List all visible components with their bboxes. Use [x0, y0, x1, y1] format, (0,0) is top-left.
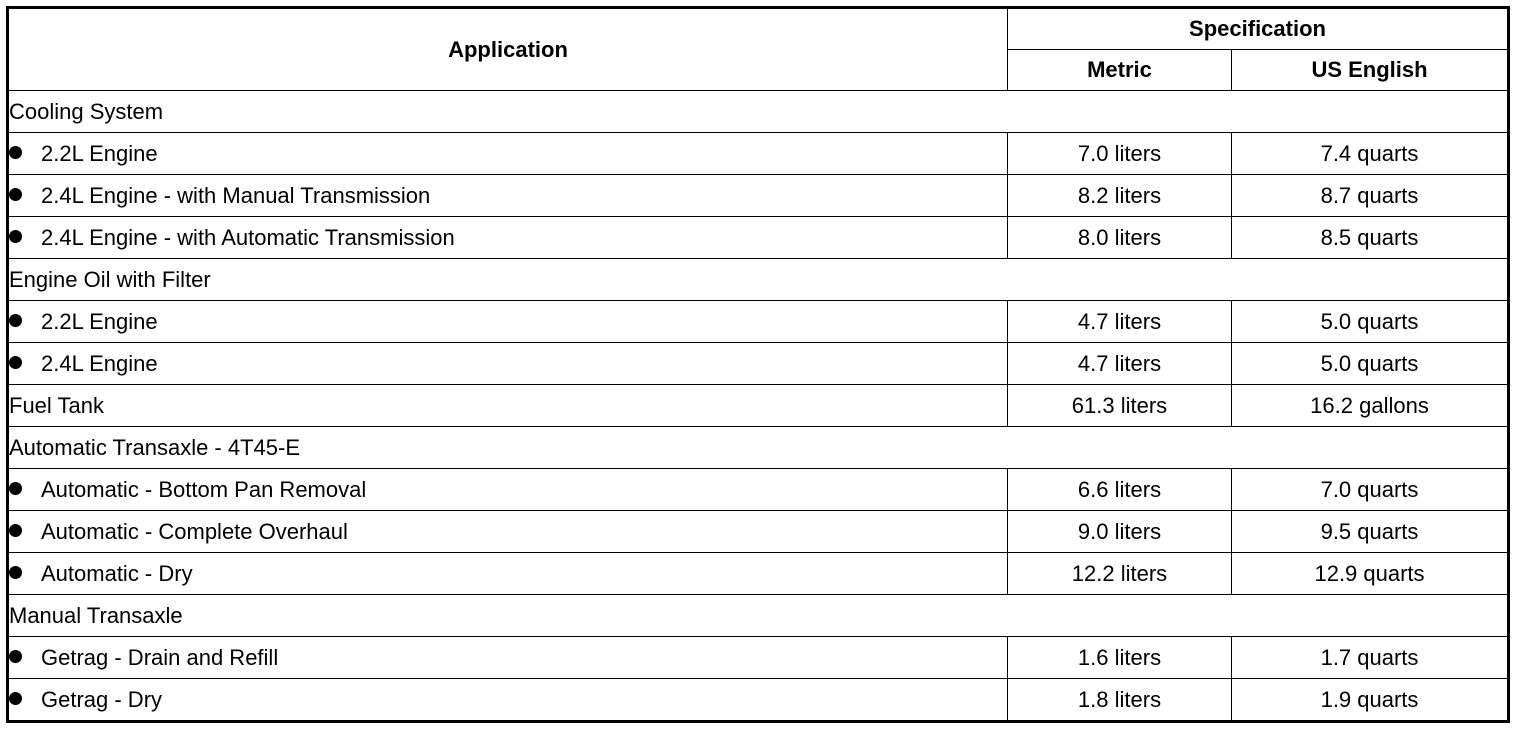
section-row — [8, 595, 1509, 637]
section-label: Fuel Tank — [8, 385, 1008, 427]
us-english-value: 7.0 quarts — [1232, 469, 1509, 511]
bullet-icon — [9, 314, 22, 327]
us-english-value: 8.5 quarts — [1232, 217, 1509, 259]
us-english-value: 5.0 quarts — [1232, 343, 1509, 385]
metric-value: 4.7 liters — [1008, 343, 1232, 385]
bullet-icon — [9, 188, 22, 201]
item-cell — [8, 133, 1008, 175]
item-cell — [8, 679, 1008, 722]
metric-value: 61.3 liters — [1008, 385, 1232, 427]
metric-value: 7.0 liters — [1008, 133, 1232, 175]
us-english-value: 12.9 quarts — [1232, 553, 1509, 595]
us-english-value: 1.7 quarts — [1232, 637, 1509, 679]
section-label: Manual Transaxle — [8, 595, 1509, 637]
item-label: 2.4L Engine — [41, 350, 158, 376]
item-cell — [8, 553, 1008, 595]
table-row — [8, 511, 1509, 553]
section-label: Cooling System — [8, 91, 1509, 133]
item-label: Automatic - Dry — [41, 560, 193, 586]
us-english-value: 5.0 quarts — [1232, 301, 1509, 343]
bullet-icon — [9, 524, 22, 537]
table-row — [8, 133, 1509, 175]
us-english-value: 8.7 quarts — [1232, 175, 1509, 217]
metric-value: 1.6 liters — [1008, 637, 1232, 679]
item-cell — [8, 637, 1008, 679]
section-label: Engine Oil with Filter — [8, 259, 1509, 301]
metric-value: 8.0 liters — [1008, 217, 1232, 259]
section-row — [8, 259, 1509, 301]
item-cell — [8, 511, 1008, 553]
bullet-icon — [9, 356, 22, 369]
table-row — [8, 175, 1509, 217]
bullet-icon — [9, 650, 22, 663]
metric-value: 12.2 liters — [1008, 553, 1232, 595]
metric-value: 6.6 liters — [1008, 469, 1232, 511]
section-label: Automatic Transaxle - 4T45-E — [8, 427, 1509, 469]
section-row — [8, 385, 1509, 427]
item-label: Getrag - Dry — [41, 686, 163, 712]
metric-value: 9.0 liters — [1008, 511, 1232, 553]
table-header — [8, 8, 1509, 91]
item-label: 2.4L Engine - with Manual Transmission — [41, 182, 431, 208]
table-row — [8, 553, 1509, 595]
metric-value: 1.8 liters — [1008, 679, 1232, 722]
specification-header: Specification — [1008, 8, 1509, 50]
item-label: Getrag - Drain and Refill — [41, 644, 279, 670]
table-row — [8, 217, 1509, 259]
metric-header: Metric — [1008, 50, 1232, 91]
table-row — [8, 469, 1509, 511]
item-cell — [8, 175, 1008, 217]
table-row — [8, 679, 1509, 722]
item-cell — [8, 469, 1008, 511]
item-label: Automatic - Bottom Pan Removal — [41, 476, 367, 502]
item-cell — [8, 343, 1008, 385]
table-row — [8, 301, 1509, 343]
section-row — [8, 91, 1509, 133]
table-body — [8, 91, 1509, 722]
bullet-icon — [9, 482, 22, 495]
item-label: Automatic - Complete Overhaul — [41, 518, 348, 544]
application-header: Application — [8, 8, 1008, 91]
item-label: 2.4L Engine - with Automatic Transmission — [41, 224, 455, 250]
item-label: 2.2L Engine — [41, 308, 158, 334]
item-label: 2.2L Engine — [41, 140, 158, 166]
bullet-icon — [9, 692, 22, 705]
us-english-value: 16.2 gallons — [1232, 385, 1509, 427]
table-row — [8, 343, 1509, 385]
us-english-value: 9.5 quarts — [1232, 511, 1509, 553]
metric-value: 8.2 liters — [1008, 175, 1232, 217]
fluid-capacity-table — [6, 6, 1510, 723]
bullet-icon — [9, 230, 22, 243]
metric-value: 4.7 liters — [1008, 301, 1232, 343]
us-english-value: 7.4 quarts — [1232, 133, 1509, 175]
bullet-icon — [9, 566, 22, 579]
item-cell — [8, 217, 1008, 259]
item-cell — [8, 301, 1008, 343]
bullet-icon — [9, 146, 22, 159]
us-english-value: 1.9 quarts — [1232, 679, 1509, 722]
table-row — [8, 637, 1509, 679]
us-english-header: US English — [1232, 50, 1509, 91]
section-row — [8, 427, 1509, 469]
